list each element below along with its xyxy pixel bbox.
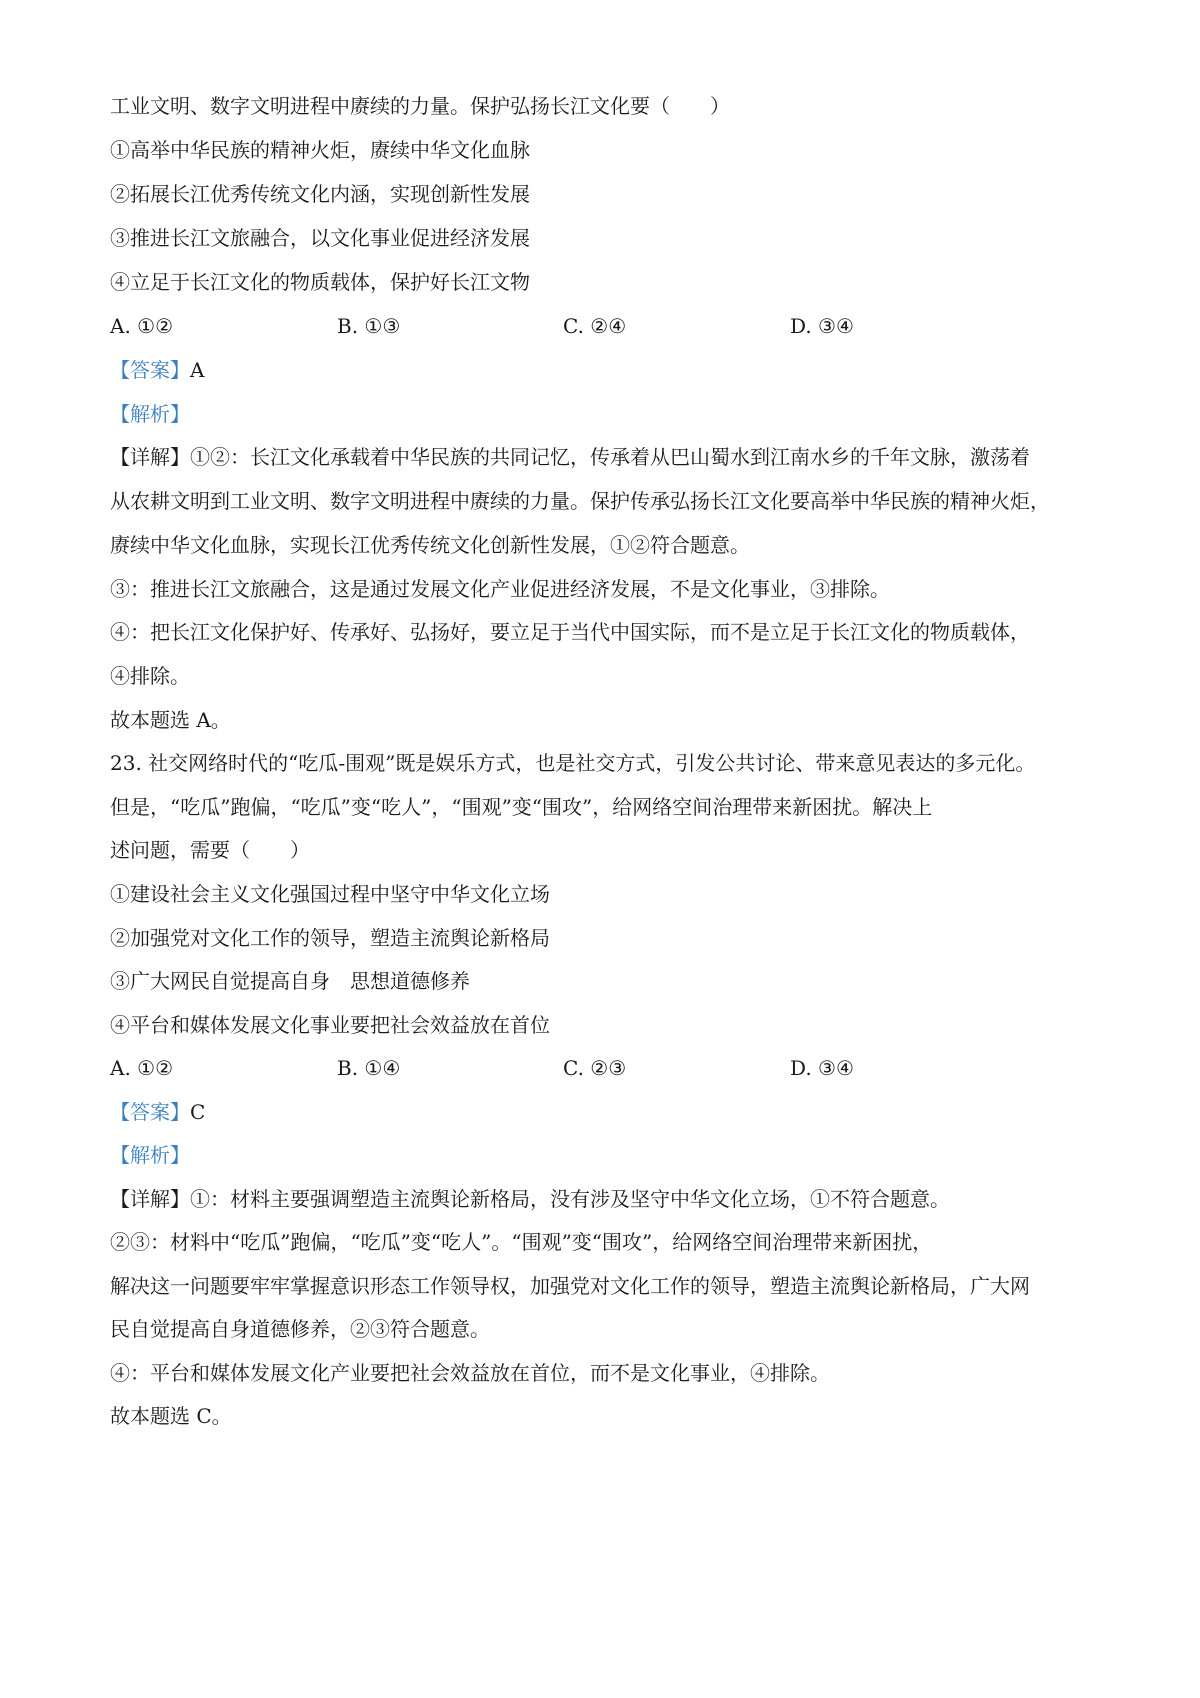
q22-detail-5: ④：把长江文化保护好、传承好、弘扬好，要立足于当代中国实际，而不是立足于长江文化的物质载体，: [110, 620, 1030, 644]
q23-detail-3: 解决这一问题要牢牢掌握意识形态工作领导权，加强党对文化工作的领导，塑造主流舆论新格局，广大网: [110, 1274, 1030, 1298]
q22-detail-3: 赓续中华文化血脉，实现长江优秀传统文化创新性发展，①②符合题意。: [110, 533, 750, 557]
q23-option-c: C. ②③: [563, 1056, 627, 1080]
q22-detail-1: 【详解】①②：长江文化承载着中华民族的共同记忆，传承着从巴山蜀水到江南水乡的千年文脉，激荡着: [110, 445, 1030, 469]
q23-option-d: D. ③④: [790, 1056, 854, 1080]
q22-detail-2: 从农耕文明到工业文明、数字文明进程中赓续的力量。保护传承弘扬长江文化要高举中华民族的精神火炬，: [110, 489, 1050, 513]
q22-stem-tail: 工业文明、数字文明进程中赓续的力量。保护弘扬长江文化要（ ）: [110, 94, 730, 118]
q22-item-3: ③推进长江文旅融合，以文化事业促进经济发展: [110, 226, 530, 250]
q22-answer-tag: 【答案】: [110, 358, 190, 382]
q23-item-1: ①建设社会主义文化强国过程中坚守中华文化立场: [110, 882, 550, 906]
q23-answer-line: [110, 1098, 205, 1126]
q22-item-1: ①高举中华民族的精神火炬，赓续中华文化血脉: [110, 138, 530, 162]
q23-options: [110, 1054, 1110, 1082]
q22-option-b: B. ①③: [337, 314, 401, 338]
q23-item-4: ④平台和媒体发展文化事业要把社会效益放在首位: [110, 1013, 550, 1037]
q22-options: [110, 312, 1110, 340]
q23-detail-1: 【详解】①：材料主要强调塑造主流舆论新格局，没有涉及坚守中华文化立场，①不符合题意。: [110, 1187, 950, 1211]
q23-detail-4: 民自觉提高自身道德修养，②③符合题意。: [110, 1317, 490, 1341]
q23-stem-1: 23. 社交网络时代的“吃瓜-围观”既是娱乐方式，也是社交方式，引发公共讨论、带来意见表达的多元化。: [110, 751, 1036, 775]
q22-detail-6: ④排除。: [110, 664, 190, 688]
q23-detail-2: ②③：材料中“吃瓜”跑偏，“吃瓜”变“吃人”。“围观”变“围攻”，给网络空间治理带来新困扰，: [110, 1230, 933, 1254]
q23-detail-6: 故本题选 C。: [110, 1404, 232, 1428]
q22-detail-7: 故本题选 A。: [110, 708, 231, 732]
q22-analysis-tag: 【解析】: [110, 402, 190, 426]
q22-option-c: C. ②④: [563, 314, 627, 338]
q22-option-d: D. ③④: [790, 314, 854, 338]
q23-option-a: A. ①②: [110, 1056, 174, 1080]
q23-detail-5: ④：平台和媒体发展文化产业要把社会效益放在首位，而不是文化事业，④排除。: [110, 1361, 830, 1385]
q22-item-2: ②拓展长江优秀传统文化内涵，实现创新性发展: [110, 182, 530, 206]
q23-option-b: B. ①④: [337, 1056, 401, 1080]
q23-analysis-line: [110, 1141, 190, 1169]
q23-item-3: ③广大网民自觉提高自身 思想道德修养: [110, 969, 470, 993]
q23-stem-2: 但是，“吃瓜”跑偏，“吃瓜”变“吃人”，“围观”变“围攻”，给网络空间治理带来新困扰。解决上: [110, 795, 933, 819]
q22-detail-4: ③：推进长江文旅融合，这是通过发展文化产业促进经济发展，不是文化事业，③排除。: [110, 577, 890, 601]
q22-option-a: A. ①②: [110, 314, 174, 338]
q23-item-2: ②加强党对文化工作的领导，塑造主流舆论新格局: [110, 926, 550, 950]
q23-answer: C: [190, 1100, 206, 1124]
q22-item-4: ④立足于长江文化的物质载体，保护好长江文物: [110, 270, 530, 294]
q23-stem-3: 述问题，需要（ ）: [110, 838, 310, 862]
q23-analysis-tag: 【解析】: [110, 1143, 190, 1167]
q23-answer-tag: 【答案】: [110, 1100, 190, 1124]
q22-analysis-line: [110, 400, 190, 428]
q22-answer: A: [190, 358, 205, 382]
q22-answer-line: [110, 356, 204, 384]
